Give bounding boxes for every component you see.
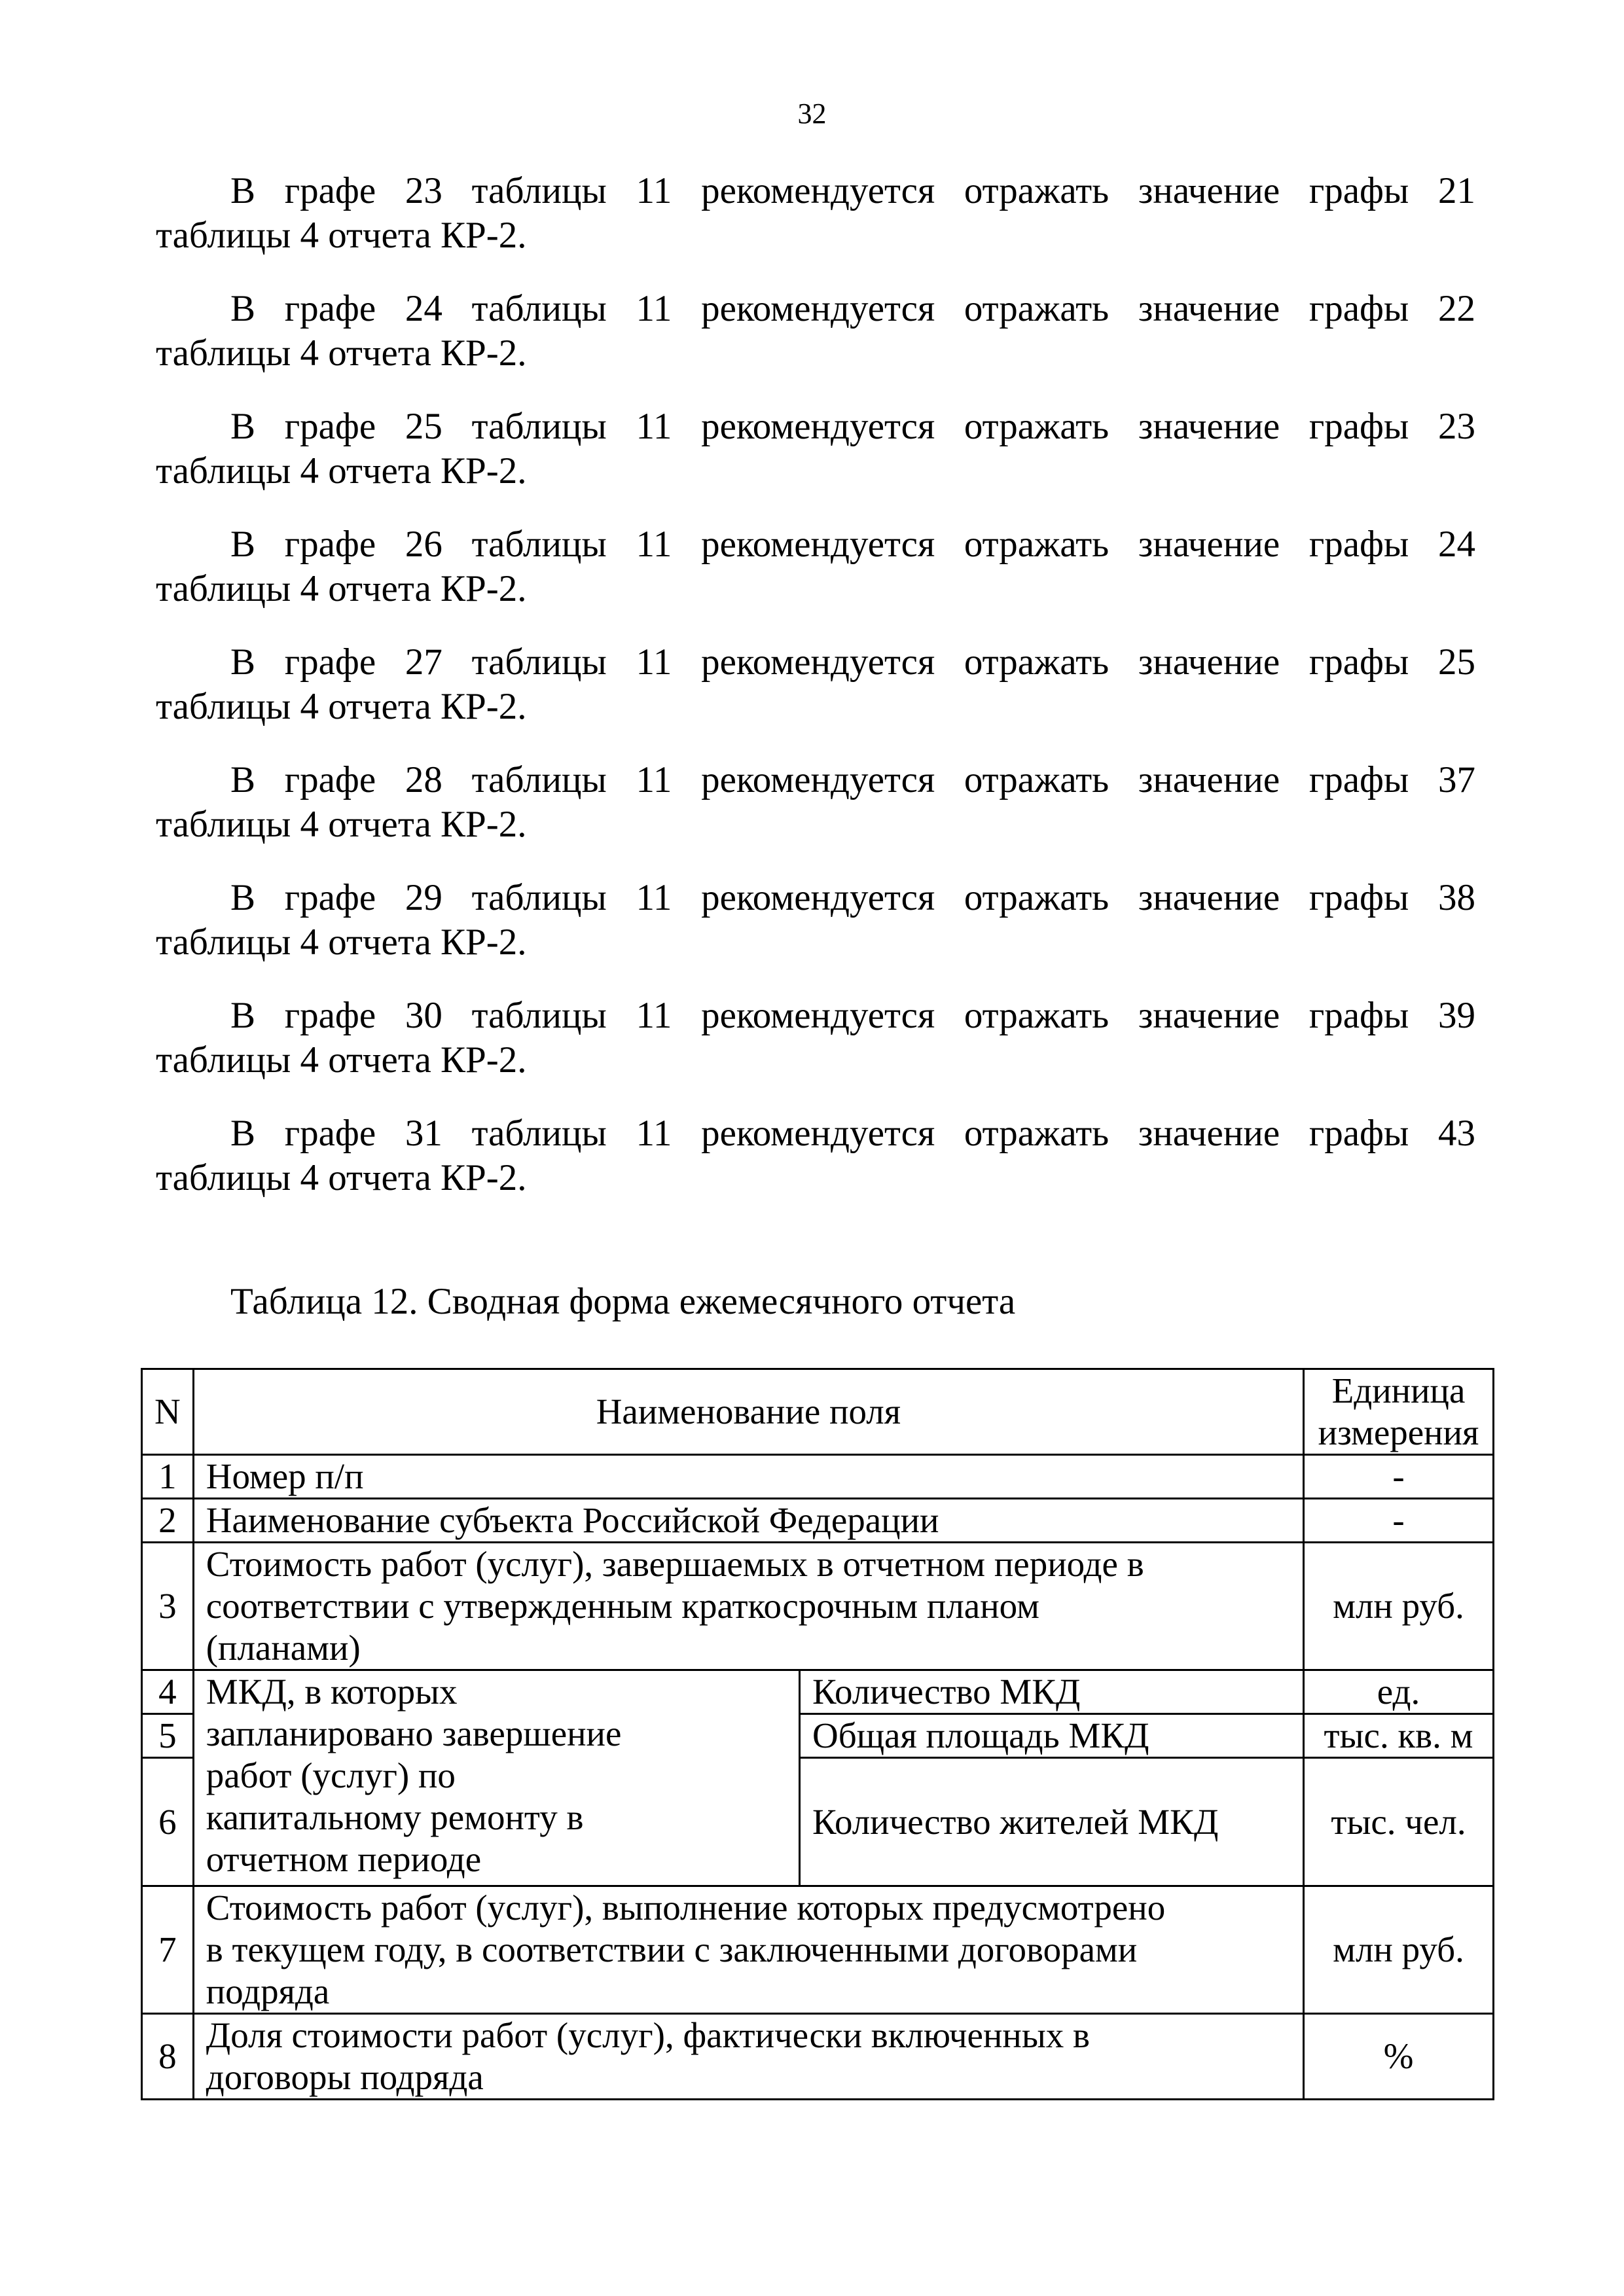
row-n: 4 [142,1670,194,1714]
paragraph [156,522,1475,611]
word: рекомендуется [701,877,935,918]
row-name-line: подряда [206,1971,330,2011]
row-unit: % [1304,2014,1494,2100]
row-n: 7 [142,1886,194,2014]
word: графе [284,524,376,565]
word: таблицы [471,995,607,1036]
word: значение [1138,759,1280,800]
word: рекомендуется [701,995,935,1036]
header-unit [1304,1369,1494,1455]
row-n: 5 [142,1714,194,1758]
word: значение [1138,641,1280,683]
row-sub: Количество жителей МКД [800,1758,1304,1886]
table-row [142,1543,1494,1670]
word: 11 [636,170,672,211]
paragraph [156,758,1475,847]
word: 11 [636,288,672,329]
word: рекомендуется [701,641,935,683]
header-name: Наименование поля [193,1369,1303,1455]
word: В [230,170,256,211]
word: отражать [964,288,1110,329]
row-n: 3 [142,1543,194,1670]
table-header-row [142,1369,1494,1455]
word: значение [1138,1113,1280,1154]
word: 11 [636,641,672,683]
word: графы [1308,641,1409,683]
row-unit: тыс. чел. [1304,1758,1494,1886]
row-name [193,2014,1303,2100]
word: 28 [405,759,442,800]
header-unit-line1: Единица [1331,1371,1466,1410]
word: 11 [636,406,672,447]
row-name [193,1543,1303,1670]
word: 24 [1437,524,1475,565]
word: отражать [964,1113,1110,1154]
row-unit: млн руб. [1304,1543,1494,1670]
row-unit: тыс. кв. м [1304,1714,1494,1758]
word: В [230,759,256,800]
group-label-line: запланировано завершение [206,1713,622,1753]
paragraph-first-line [156,876,1475,920]
word: 21 [1437,170,1475,211]
word: В [230,288,256,329]
group-label-line: МКД, в которых [206,1672,458,1712]
word: рекомендуется [701,406,935,447]
row-n: 8 [142,2014,194,2100]
word: отражать [964,877,1110,918]
paragraph-first-line [156,1111,1475,1156]
paragraph [156,1111,1475,1200]
word: графы [1308,288,1409,329]
word: рекомендуется [701,288,935,329]
paragraph-second-line: таблицы 4 отчета КР-2. [156,332,527,374]
paragraph [156,640,1475,729]
paragraph-second-line: таблицы 4 отчета КР-2. [156,1039,527,1081]
word: 39 [1437,995,1475,1036]
table-row [142,1455,1494,1499]
group-label [193,1670,799,1886]
row-name-line: Доля стоимости работ (услуг), фактически включенных в [206,2015,1091,2055]
row-unit: млн руб. [1304,1886,1494,2014]
word: 26 [405,524,442,565]
row-unit: - [1304,1499,1494,1543]
paragraph-second-line: таблицы 4 отчета КР-2. [156,450,527,492]
word: графе [284,995,376,1036]
paragraph [156,169,1475,258]
word: таблицы [471,759,607,800]
paragraph-first-line [156,404,1475,449]
table-row [142,2014,1494,2100]
table-row [142,1670,1494,1714]
report-form-table [141,1368,1494,2100]
paragraph-second-line: таблицы 4 отчета КР-2. [156,922,527,963]
word: В [230,641,256,683]
word: В [230,524,256,565]
word: графе [284,759,376,800]
word: 38 [1437,877,1475,918]
row-sub: Количество МКД [800,1670,1304,1714]
paragraph-first-line [156,994,1475,1038]
word: значение [1138,170,1280,211]
word: графе [284,641,376,683]
paragraph-second-line: таблицы 4 отчета КР-2. [156,568,527,609]
word: В [230,406,256,447]
word: таблицы [471,406,607,447]
word: отражать [964,170,1110,211]
word: значение [1138,877,1280,918]
row-name-line: в текущем году, в соответствии с заключенными договорами [206,1929,1138,1969]
row-name-line: Стоимость работ (услуг), завершаемых в отчетном периоде в [206,1544,1144,1584]
paragraph [156,287,1475,376]
word: 25 [1437,641,1475,683]
word: графы [1308,406,1409,447]
paragraph-first-line [156,640,1475,685]
word: В [230,1113,256,1154]
word: отражать [964,524,1110,565]
word: рекомендуется [701,524,935,565]
word: графе [284,170,376,211]
word: В [230,995,256,1036]
row-name-line: договоры подряда [206,2057,484,2097]
paragraphs [156,169,1475,1229]
word: графы [1308,759,1409,800]
paragraph-second-line: таблицы 4 отчета КР-2. [156,804,527,845]
word: 37 [1437,759,1475,800]
word: 11 [636,524,672,565]
word: графе [284,1113,376,1154]
paragraph [156,994,1475,1083]
row-name-line: Стоимость работ (услуг), выполнение которых предусмотрено [206,1888,1166,1928]
page-number: 32 [797,98,827,130]
row-name: Наименование субъекта Российской Федерации [193,1499,1303,1543]
word: таблицы [471,1113,607,1154]
word: 11 [636,877,672,918]
row-sub: Общая площадь МКД [800,1714,1304,1758]
word: таблицы [471,524,607,565]
word: 11 [636,759,672,800]
word: графе [284,877,376,918]
paragraph-second-line: таблицы 4 отчета КР-2. [156,1157,527,1198]
word: таблицы [471,877,607,918]
paragraph-first-line [156,169,1475,213]
word: графы [1308,877,1409,918]
word: значение [1138,524,1280,565]
word: 23 [1437,406,1475,447]
paragraph [156,404,1475,493]
word: 22 [1437,288,1475,329]
word: отражать [964,406,1110,447]
row-name-line: (планами) [206,1628,361,1668]
paragraph-second-line: таблицы 4 отчета КР-2. [156,686,527,727]
word: 27 [405,641,442,683]
word: 31 [405,1113,442,1154]
row-name [193,1886,1303,2014]
word: отражать [964,995,1110,1036]
table-row [142,1886,1494,2014]
word: таблицы [471,170,607,211]
word: рекомендуется [701,1113,935,1154]
word: графы [1308,995,1409,1036]
row-unit: - [1304,1455,1494,1499]
table-caption: Таблица 12. Сводная форма ежемесячного отчета [230,1281,1016,1322]
word: значение [1138,406,1280,447]
word: графы [1308,170,1409,211]
header-n: N [142,1369,194,1455]
word: В [230,877,256,918]
row-n: 6 [142,1758,194,1886]
word: 11 [636,995,672,1036]
group-label-line: капитальному ремонту в [206,1797,584,1837]
word: 30 [405,995,442,1036]
word: графы [1308,1113,1409,1154]
word: графе [284,288,376,329]
row-unit: ед. [1304,1670,1494,1714]
word: рекомендуется [701,759,935,800]
word: таблицы [471,641,607,683]
row-name: Номер п/п [193,1455,1303,1499]
paragraph-second-line: таблицы 4 отчета КР-2. [156,215,527,256]
word: таблицы [471,288,607,329]
word: значение [1138,995,1280,1036]
word: графе [284,406,376,447]
paragraph-first-line [156,758,1475,802]
word: 23 [405,170,442,211]
word: 25 [405,406,442,447]
word: 11 [636,1113,672,1154]
paragraph-first-line [156,287,1475,331]
row-n: 1 [142,1455,194,1499]
word: 29 [405,877,442,918]
paragraph-first-line [156,522,1475,567]
paragraph [156,876,1475,965]
word: рекомендуется [701,170,935,211]
word: отражать [964,759,1110,800]
word: 24 [405,288,442,329]
word: графы [1308,524,1409,565]
word: отражать [964,641,1110,683]
group-label-line: отчетном периоде [206,1839,482,1879]
row-n: 2 [142,1499,194,1543]
word: значение [1138,288,1280,329]
row-name-line: соответствии с утвержденным краткосрочным планом [206,1586,1039,1626]
word: 43 [1437,1113,1475,1154]
header-unit-line2: измерения [1318,1412,1479,1452]
table-row [142,1499,1494,1543]
group-label-line: работ (услуг) по [206,1755,456,1795]
